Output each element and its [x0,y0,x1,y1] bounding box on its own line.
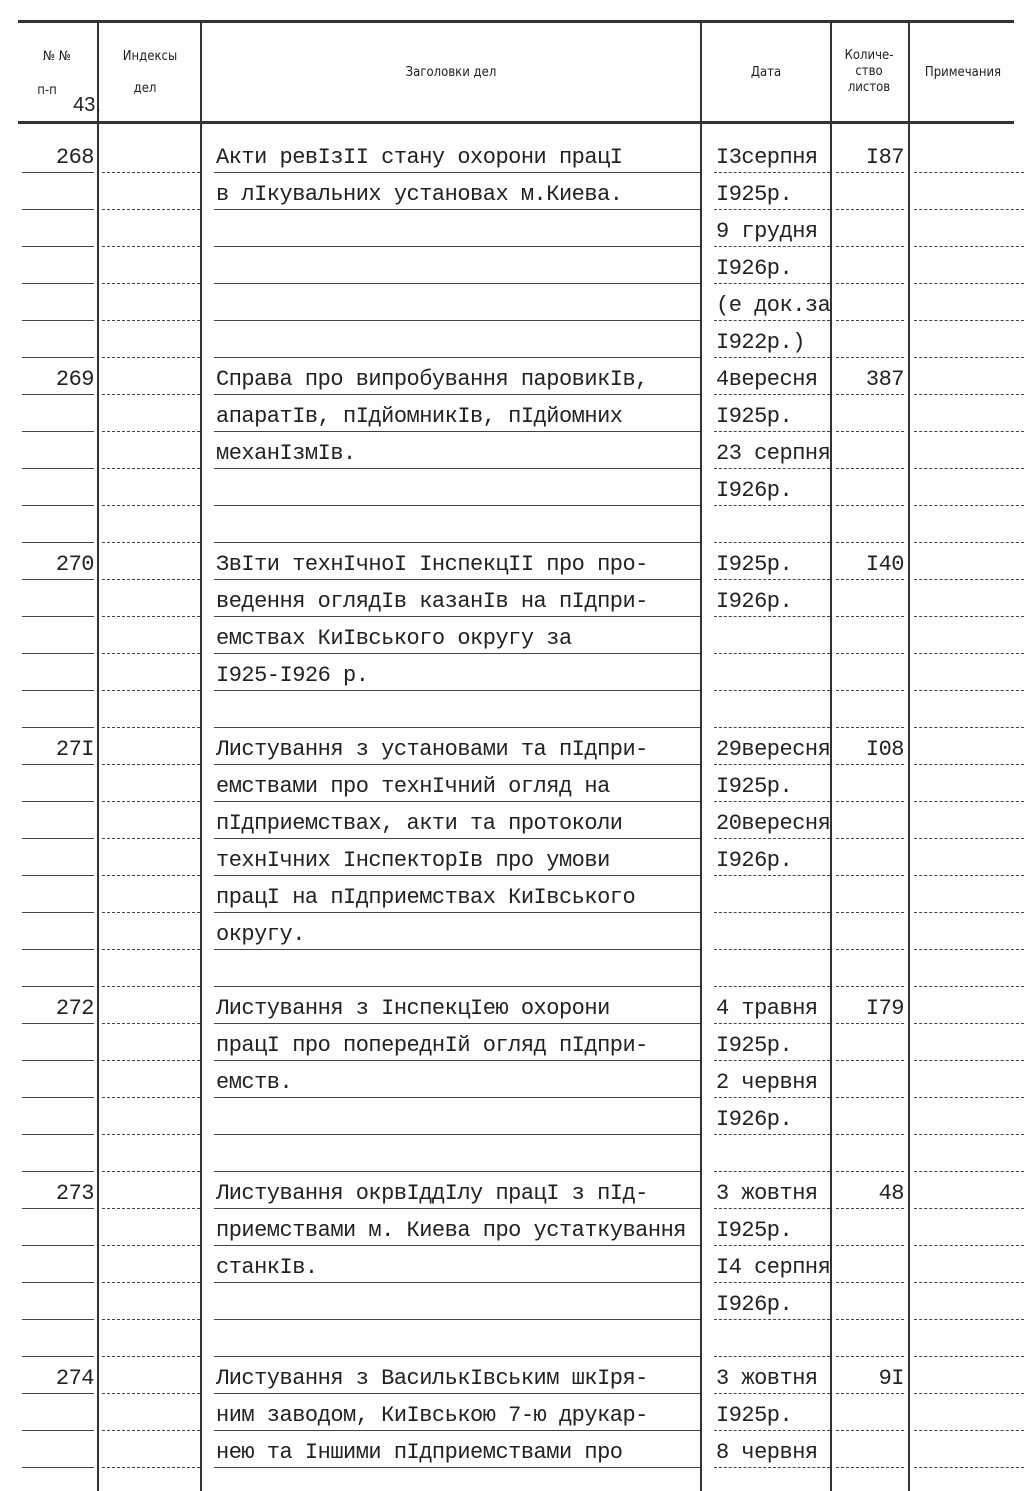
entry-index [102,728,200,765]
entry-number: 270 [22,543,94,580]
entry-number [22,1394,94,1431]
entry-number [22,913,94,950]
entry-sheet-count [836,691,904,728]
entry-number [22,654,94,691]
entry-row [18,839,1014,876]
entry-title-line: апаратIв, пIдйомникIв, пIдйомних [214,395,700,432]
entry-date-line [714,950,830,987]
entry-note [914,1098,1024,1135]
entry-index [102,691,200,728]
entry-date-line: (е док.за [714,284,830,321]
entry-index [102,1320,200,1357]
handwritten-mark: 43. [73,94,101,116]
entry-row [18,358,1014,395]
entry-note [914,543,1024,580]
entry-date-line: 2 червня [714,1061,830,1098]
entry-sheet-count [836,395,904,432]
entry-sheet-count [836,950,904,987]
entry-note [914,358,1024,395]
entry-number [22,950,94,987]
entry-date-line: I922р.) [714,321,830,358]
entry-number [22,580,94,617]
entry-row [18,580,1014,617]
entry-row [18,1061,1014,1098]
entry-index [102,1024,200,1061]
entry-title-line: емств. [214,1061,700,1098]
entry-row [18,543,1014,580]
entry-sheet-count [836,1320,904,1357]
entry-index [102,765,200,802]
entry-title-line [214,1320,700,1357]
entry-row [18,1320,1014,1357]
entry-date-line: 20вересня [714,802,830,839]
entry-sheet-count [836,1283,904,1320]
entry-number [22,1135,94,1172]
entry-note [914,1431,1024,1468]
entry-note [914,1320,1024,1357]
entry-number [22,432,94,469]
entry-title-line: емствах КиIвського округу за [214,617,700,654]
entry-title-line: ним заводом, КиIвською 7-ю друкар- [214,1394,700,1431]
entry-sheet-count [836,765,904,802]
entry-index [102,654,200,691]
entries-list [18,136,1014,1468]
entry-index [102,1283,200,1320]
entry-index [102,580,200,617]
entry-title-line: пIдприемствах, акти та протоколи [214,802,700,839]
entry-index [102,950,200,987]
entry-date-line [714,876,830,913]
entry-number: 27I [22,728,94,765]
entry-sheet-count [836,432,904,469]
entry-sheet-count: I79 [836,987,904,1024]
entry-index [102,617,200,654]
header-notes: Примечания [924,65,1002,80]
entry-note [914,1172,1024,1209]
entry-index [102,321,200,358]
entry-number [22,395,94,432]
entry-title-line [214,469,700,506]
entry-sheet-count [836,1431,904,1468]
entry-row [18,1357,1014,1394]
entry-row [18,950,1014,987]
entry-sheet-count [836,1098,904,1135]
entry-date-line: I925р. [714,395,830,432]
entry-number: 268 [22,136,94,173]
entry-date-line: 23 серпня [714,432,830,469]
entry-number: 274 [22,1357,94,1394]
entry-index [102,469,200,506]
entry-date-line: 4вересня [714,358,830,395]
entry-index [102,839,200,876]
entry-note [914,432,1024,469]
entry-index [102,395,200,432]
entry-index [102,1172,200,1209]
entry-note [914,1283,1024,1320]
entry-number [22,839,94,876]
entry-sheet-count: I87 [836,136,904,173]
entry-note [914,839,1024,876]
entry-title-line [214,247,700,284]
entry-note [914,876,1024,913]
entry-index [102,173,200,210]
entry-number [22,765,94,802]
entry-date-line: I925р. [714,543,830,580]
entry-title-line: нею та Iншими пIдприемствами про [214,1431,700,1468]
header-titles: Заголовки дел [405,65,497,80]
entry-number [22,1209,94,1246]
entry-note [914,1024,1024,1061]
entry-index [102,802,200,839]
entry-index [102,358,200,395]
entry-index [102,1246,200,1283]
entry-sheet-count: 387 [836,358,904,395]
entry-sheet-count [836,1024,904,1061]
entry-date-line: I925р. [714,1209,830,1246]
entry-date-line: I926р. [714,580,830,617]
entry-note [914,617,1024,654]
header-indexes-sub: дел [133,81,157,96]
entry-row [18,1209,1014,1246]
entry-title-line [214,321,700,358]
entry-title-line: ведення оглядIв казанIв на пIдпри- [214,580,700,617]
entry-date-line: 3 жовтня [714,1357,830,1394]
entry-note [914,210,1024,247]
entry-date-line: I925р. [714,173,830,210]
entry-date-line: I4 серпня [714,1246,830,1283]
entry-note [914,395,1024,432]
entry-row [18,765,1014,802]
entry-date-line [714,506,830,543]
entry-index [102,1098,200,1135]
entry-title-line [214,1283,700,1320]
entry-sheet-count [836,580,904,617]
header-date: Дата [750,65,782,80]
entry-row [18,284,1014,321]
entry-number: 269 [22,358,94,395]
entry-sheet-count [836,913,904,950]
entry-sheet-count [836,1394,904,1431]
inventory-entry [18,987,1014,1172]
entry-note [914,913,1024,950]
entry-index [102,1394,200,1431]
entry-title-line [214,1135,700,1172]
entry-index [102,987,200,1024]
entry-sheet-count [836,321,904,358]
entry-title-line: Листування з установами та пIдпри- [214,728,700,765]
entry-sheet-count [836,839,904,876]
entry-title-line: Справа про випробування паровикIв, [214,358,700,395]
entry-number [22,876,94,913]
entry-title-line [214,210,700,247]
header-count: Количе- ство листов [844,48,894,95]
entry-row [18,1172,1014,1209]
entry-number [22,802,94,839]
entry-title-line: технIчних IнспекторIв про умови [214,839,700,876]
entry-number [22,1061,94,1098]
entry-index [102,876,200,913]
top-rule [18,20,1014,23]
entry-row [18,617,1014,654]
entry-date-line: 29вересня [714,728,830,765]
entry-title-line: Листування з ВасилькIвським шкIря- [214,1357,700,1394]
entry-note [914,173,1024,210]
entry-row [18,691,1014,728]
entry-date-line: 3 жовтня [714,1172,830,1209]
entry-row [18,1024,1014,1061]
entry-note [914,1394,1024,1431]
entry-title-line: працI про попереднIй огляд пIдпри- [214,1024,700,1061]
entry-row [18,1135,1014,1172]
entry-row [18,1098,1014,1135]
inventory-entry [18,728,1014,987]
inventory-entry [18,358,1014,543]
entry-row [18,173,1014,210]
entry-date-line: I925р. [714,1394,830,1431]
entry-title-line: Листування з IнспекцIею охорони [214,987,700,1024]
header-number: № № [42,49,72,64]
entry-row [18,876,1014,913]
entry-title-line [214,506,700,543]
entry-date-line: I925р. [714,1024,830,1061]
entry-index [102,432,200,469]
entry-note [914,1061,1024,1098]
entry-title-line [214,691,700,728]
entry-note [914,580,1024,617]
entry-title-line: округу. [214,913,700,950]
entry-sheet-count [836,1209,904,1246]
entry-title-line [214,950,700,987]
entry-title-line: I925-I926 р. [214,654,700,691]
entry-sheet-count [836,247,904,284]
entry-sheet-count [836,506,904,543]
entry-index [102,543,200,580]
entry-row [18,987,1014,1024]
entry-title-line: приемствами м. Киева про устаткування [214,1209,700,1246]
entry-row [18,1283,1014,1320]
entry-date-line: 9 грудня [714,210,830,247]
entry-sheet-count [836,1135,904,1172]
entry-number [22,1246,94,1283]
entry-row [18,136,1014,173]
entry-number [22,1320,94,1357]
entry-sheet-count [836,469,904,506]
entry-number [22,617,94,654]
entry-note [914,1246,1024,1283]
entry-row [18,469,1014,506]
entry-note [914,802,1024,839]
entry-sheet-count: 48 [836,1172,904,1209]
entry-number [22,506,94,543]
entry-sheet-count [836,802,904,839]
entry-title-line: Листування окрвIддIлу працI з пIд- [214,1172,700,1209]
entry-sheet-count [836,173,904,210]
entry-date-line: I3серпня [714,136,830,173]
entry-title-line: механIзмIв. [214,432,700,469]
entry-number [22,1024,94,1061]
header-bottom-rule [18,121,1014,124]
entry-date-line [714,913,830,950]
entry-number [22,210,94,247]
entry-row [18,728,1014,765]
entry-number: 272 [22,987,94,1024]
entry-note [914,469,1024,506]
entry-note [914,136,1024,173]
entry-sheet-count [836,1246,904,1283]
entry-row [18,654,1014,691]
entry-date-line: I925р. [714,765,830,802]
entry-date-line: 8 червня [714,1431,830,1468]
entry-number [22,321,94,358]
entry-row [18,321,1014,358]
entry-row [18,395,1014,432]
entry-title-line [214,1098,700,1135]
entry-title-line: працI на пIдприемствах КиIвського [214,876,700,913]
entry-date-line: I926р. [714,839,830,876]
entry-note [914,728,1024,765]
entry-number [22,691,94,728]
entry-index [102,210,200,247]
inventory-entry [18,543,1014,728]
entry-title-line [214,284,700,321]
entry-sheet-count: I40 [836,543,904,580]
entry-note [914,1135,1024,1172]
entry-index [102,1431,200,1468]
inventory-entry [18,136,1014,358]
entry-date-line [714,1320,830,1357]
entry-index [102,506,200,543]
entry-date-line: 4 травня [714,987,830,1024]
entry-row [18,1431,1014,1468]
entry-index [102,284,200,321]
entry-number [22,247,94,284]
entry-date-line: I926р. [714,1098,830,1135]
entry-index [102,1135,200,1172]
entry-note [914,950,1024,987]
entry-date-line: I926р. [714,1283,830,1320]
entry-date-line [714,691,830,728]
entry-index [102,1357,200,1394]
entry-date-line [714,617,830,654]
entry-number [22,469,94,506]
entry-date-line [714,1135,830,1172]
entry-title-line: в лIкувальних установах м.Киева. [214,173,700,210]
entry-note [914,691,1024,728]
entry-note [914,506,1024,543]
entry-index [102,1061,200,1098]
inventory-entry [18,1357,1014,1468]
entry-number: 273 [22,1172,94,1209]
entry-sheet-count [836,284,904,321]
header-indexes: Индексы [122,49,178,64]
entry-sheet-count: 9I [836,1357,904,1394]
entry-date-line: I926р. [714,469,830,506]
inventory-entry [18,1172,1014,1357]
entry-note [914,247,1024,284]
entry-row [18,432,1014,469]
entry-note [914,654,1024,691]
entry-sheet-count [836,876,904,913]
entry-note [914,765,1024,802]
entry-sheet-count: I08 [836,728,904,765]
entry-note [914,1209,1024,1246]
entry-row [18,1246,1014,1283]
entry-note [914,987,1024,1024]
entry-sheet-count [836,210,904,247]
entry-sheet-count [836,1061,904,1098]
entry-sheet-count [836,617,904,654]
entry-row [18,506,1014,543]
entry-date-line: I926р. [714,247,830,284]
entry-title-line: станкIв. [214,1246,700,1283]
entry-row [18,247,1014,284]
entry-row [18,913,1014,950]
entry-title-line: ЗвIти технIчноI IнспекцII про про- [214,543,700,580]
entry-index [102,247,200,284]
entry-date-line [714,654,830,691]
entry-row [18,1394,1014,1431]
entry-sheet-count [836,654,904,691]
entry-number [22,1098,94,1135]
header-number-sub: п-п [37,83,57,98]
entry-number [22,284,94,321]
entry-number [22,173,94,210]
entry-index [102,1209,200,1246]
entry-row [18,802,1014,839]
entry-index [102,136,200,173]
entry-note [914,284,1024,321]
entry-note [914,1357,1024,1394]
entry-number [22,1283,94,1320]
entry-row [18,210,1014,247]
entry-title-line: Акти ревIзII стану охорони працI [214,136,700,173]
entry-title-line: емствами про технIчний огляд на [214,765,700,802]
entry-note [914,321,1024,358]
entry-number [22,1431,94,1468]
entry-index [102,913,200,950]
